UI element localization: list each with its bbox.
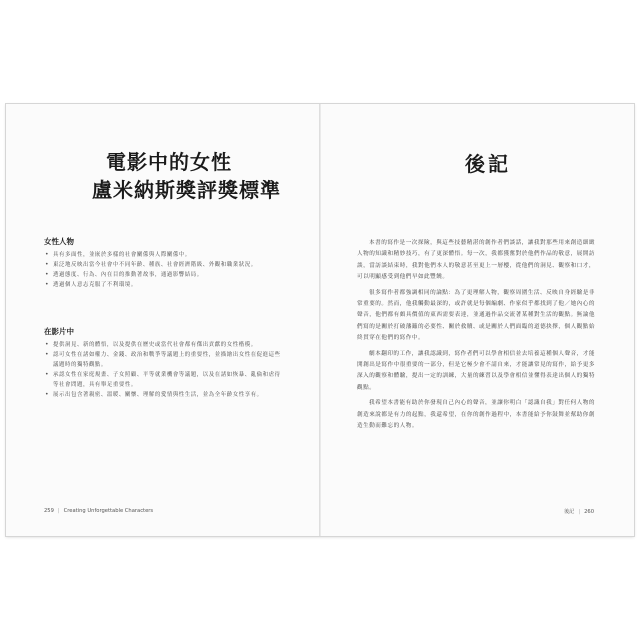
paragraph: 我希望本書能有助於你發現自己內心的聲音，並讓你明白「認識自我」對任何人物的創造來說都是有力的起點，我還希望，在你的創作過程中，本書能給予你鼓舞並幫助你創造生動而難忘的人物。: [357, 400, 595, 430]
bullet-item: • 展示出包含著親密、溫暖、關懷、理解的愛情與性生活，並為全年齡女性享有。: [44, 390, 284, 400]
section-heading: 在影片中: [44, 327, 74, 336]
right-page: [321, 104, 634, 536]
bullet-item: • 透過個人意志克服了不利環境。: [44, 280, 284, 290]
bullet-item: • 提供洞見、新的體悟，以及提供在歷史或當代社會都有傑出貢獻的女性楷模。: [44, 340, 284, 350]
bullet-item: • 透過態度、行為、內在目的推動著故事，通過影響結局。: [44, 270, 284, 280]
body-text: [357, 238, 595, 437]
paragraph: 很多寫作者都強調相同的論點：為了更理解人物，觀察周圍生活、反映自身經驗是非常重要的。然而，他我觸動最深的，或許就是每個編劇、作家似乎都找到了他／她內心的聲音，他們都有頗具價值的東西需要表達，並通過作品交流著某種對生活的觀點。無論他們寫的是關於打破藩籬的必要性、關於救贖、或是關於人們面臨的道德抉擇，個人觀點始終貫穿在他們的寫作中。: [357, 289, 595, 342]
criteria-section-female-characters: [44, 236, 284, 290]
paragraph: 本書的寫作是一次探險，與這些技藝精湛的創作者們談話，讓我對那些用來創造細緻人物的知識和精妙技巧，有了更深體悟。每一次，我都獲奮對於他們作品的敬意，展開訪談，當訪談結束時，我對他們本人的敬意甚至更上一層樓，從他們的洞見、觀察和口才，可以明顯感受到他們早如此豐饒。: [357, 240, 595, 281]
bullet-item: • 承認女性在家庭規畫、子女照顧、平等就業機會等議題，以及在諸如恢暴、亂倫和虐待等社會問題，具有舉足重要性。: [44, 370, 284, 390]
page-number: 259: [44, 508, 54, 514]
page-title: 後記: [465, 152, 511, 176]
bullet-item: • 具有多面性，並嵌於多樣的社會關係與人際關係中。: [44, 250, 284, 260]
page-number: 260: [584, 509, 594, 515]
title-line: 盧米納斯獎評獎標準: [92, 178, 281, 202]
running-section-label: 後記: [563, 509, 575, 515]
section-heading: 女性人物: [44, 237, 74, 246]
footer-separator: |: [57, 508, 60, 514]
left-page: [6, 104, 319, 536]
bullet-item: • 東泛地反映出當今社會中不同年齡、種族、社會經濟階級、外觀和職業狀況。: [44, 260, 284, 270]
book-spread: [6, 104, 634, 536]
bullet-item: • 認可女性在諸如權力、金錢、政治和戰爭等議題上的重要性，並描繪出女性在促進這些議題時的獨特觀點。: [44, 350, 284, 370]
page-footer: [44, 508, 153, 514]
running-book-title: Creating Unforgettable Characters: [63, 508, 154, 514]
paragraph: 劇本翻印的工作，讓我認識到，寫作者們可以學會相信並去培養這種個人聲音，才能開創出是寫作中很重要的一部分，但是它極少會不請自來，才能讓常見的寫作，給予更多深入的觀察和體驗，提出一定的訓練，大量的練習以及學會相信並懂得表達出個人的獨特觀點。: [357, 350, 595, 391]
page-footer: [564, 508, 594, 515]
page-title: [92, 148, 281, 204]
title-line: 電影中的女性: [106, 150, 232, 174]
footer-separator: |: [578, 509, 581, 515]
criteria-section-in-film: [44, 326, 284, 400]
